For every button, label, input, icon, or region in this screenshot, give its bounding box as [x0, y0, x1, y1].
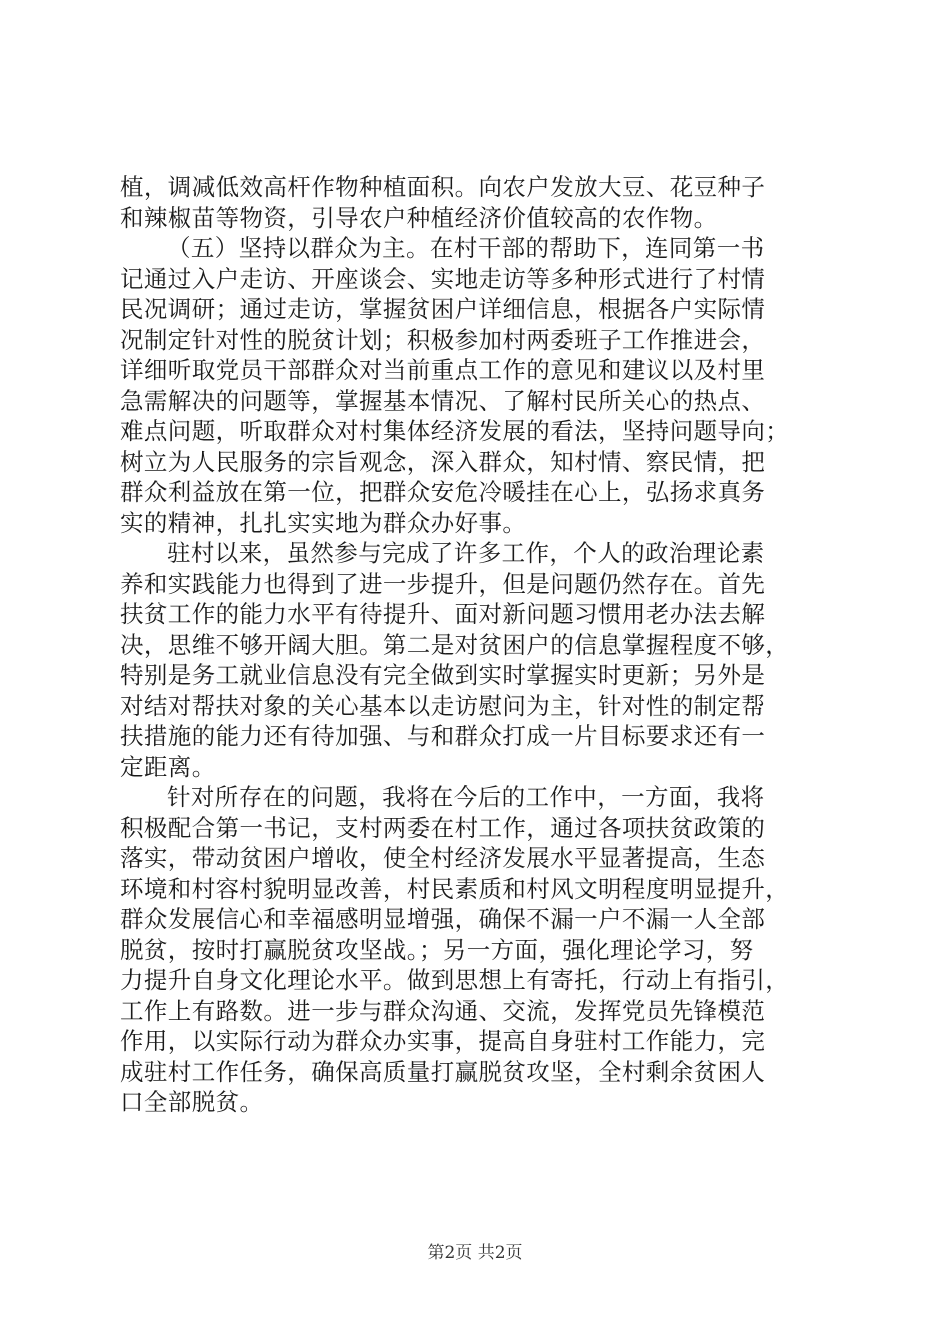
- text-line: 群众发展信心和幸福感明显增强，确保不漏一户不漏一人全部: [120, 905, 766, 933]
- text-line: 养和实践能力也得到了进一步提升，但是问题仍然存在。首先: [120, 569, 766, 598]
- text-line: 积极配合第一书记，支村两委在村工作，通过各项扶贫政策的: [120, 813, 766, 842]
- text-line: 群众利益放在第一位，把群众安危冷暖挂在心上，弘扬求真务: [120, 478, 766, 506]
- text-line: 扶措施的能力还有待加强、与和群众打成一片目标要求还有一: [120, 722, 766, 750]
- text-line: 环境和村容村貌明显改善，村民素质和村风文明程度明显提升，: [120, 874, 790, 903]
- text-line: 扶贫工作的能力水平有待提升、面对新问题习惯用老办法去解: [120, 600, 766, 628]
- text-line: 树立为人民服务的宗旨观念，深入群众，知村情、察民情，把: [120, 447, 766, 476]
- text-line: 作用，以实际行动为群众办实事，提高自身驻村工作能力，完: [120, 1027, 766, 1055]
- text-line: 成驻村工作任务，确保高质量打赢脱贫攻坚，全村剩余贫困人: [120, 1057, 766, 1086]
- text-line: 工作上有路数。进一步与群众沟通、交流，发挥党员先锋模范: [120, 996, 766, 1025]
- text-line: 口全部脱贫。: [120, 1088, 264, 1116]
- text-line: 落实，带动贫困户增收，使全村经济发展水平显著提高，生态: [120, 844, 766, 872]
- paragraph: [120, 233, 838, 538]
- text-line: 植，调减低效高杆作物种植面积。向农户发放大豆、花豆种子: [120, 173, 766, 201]
- text-line: 对结对帮扶对象的关心基本以走访慰问为主，针对性的制定帮: [120, 691, 766, 720]
- text-line: 记通过入户走访、开座谈会、实地走访等多种形式进行了村情: [120, 264, 766, 293]
- text-line: 详细听取党员干部群众对当前重点工作的意见和建议以及村里: [120, 356, 766, 384]
- text-line: 特别是务工就业信息没有完全做到实时掌握实时更新；另外是: [120, 661, 766, 689]
- text-line: 决，思维不够开阔大胆。第二是对贫困户的信息掌握程度不够，: [120, 630, 790, 659]
- text-line: 脱贫，按时打赢脱贫攻坚战。；另一方面，强化理论学习，努: [120, 935, 754, 964]
- text-line: 定距离。: [120, 752, 216, 781]
- paragraph: [120, 782, 838, 1118]
- text-line: 力提升自身文化理论水平。做到思想上有寄托，行动上有指引，: [120, 966, 790, 994]
- paragraph: [120, 538, 838, 782]
- text-line: 难点问题，听取群众对村集体经济发展的看法，坚持问题导向；: [120, 417, 790, 445]
- text-line: 和辣椒苗等物资，引导农户种植经济价值较高的农作物。: [120, 203, 718, 232]
- text-line: （五）坚持以群众为主。在村干部的帮助下，连同第一书: [167, 234, 765, 262]
- text-line: 况制定针对性的脱贫计划；积极参加村两委班子工作推进会，: [120, 325, 766, 354]
- document-body: [120, 172, 838, 1118]
- text-line: 针对所存在的问题，我将在今后的工作中，一方面，我将: [167, 783, 765, 811]
- page-footer: 第2页 共2页: [427, 1243, 523, 1263]
- text-line: 实的精神，扎扎实实地为群众办好事。: [120, 508, 527, 537]
- text-line: 驻村以来，虽然参与完成了许多工作，个人的政治理论素: [167, 539, 765, 567]
- text-line: 急需解决的问题等，掌握基本情况、了解村民所关心的热点、: [120, 386, 766, 415]
- text-line: 民况调研；通过走访，掌握贫困户详细信息，根据各户实际情: [120, 295, 766, 323]
- paragraph: [120, 172, 838, 233]
